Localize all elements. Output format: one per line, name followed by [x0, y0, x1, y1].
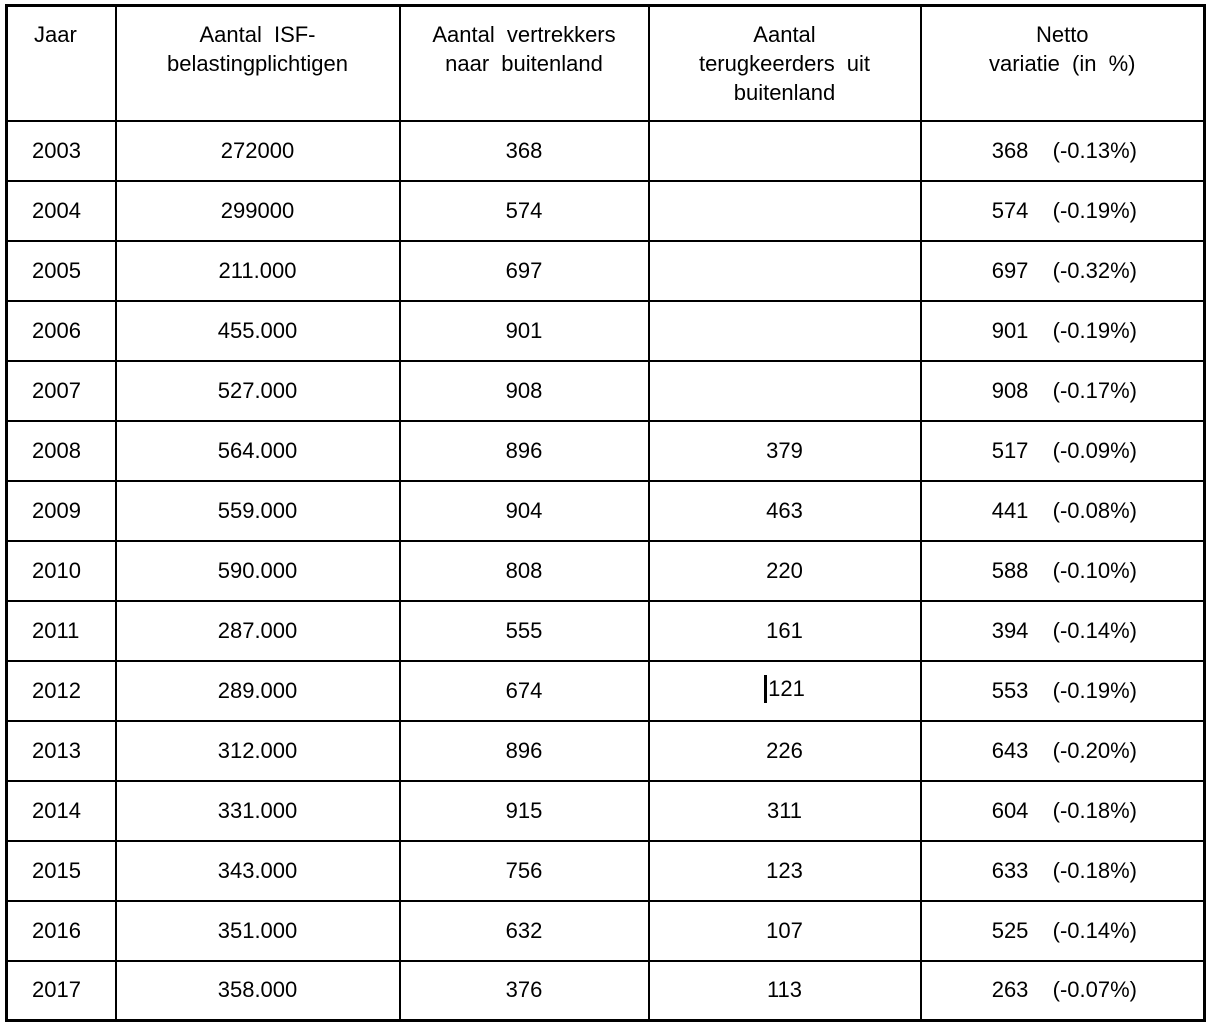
cell-jaar: 2010	[7, 541, 116, 601]
cell-terugkeerders: 226	[649, 721, 921, 781]
table-row	[7, 781, 1205, 841]
table-row	[7, 541, 1205, 601]
cell-vertrekkers: 756	[400, 841, 649, 901]
text-cursor	[764, 675, 767, 703]
header-netto-line: Netto	[1035, 22, 1089, 47]
table-row	[7, 961, 1205, 1021]
cell-vertrekkers: 915	[400, 781, 649, 841]
header-isf-line: Aantal ISF-	[199, 22, 316, 47]
cell-terugkeerders: 161	[649, 601, 921, 661]
cell-vertrekkers: 896	[400, 721, 649, 781]
cell-jaar: 2005	[7, 241, 116, 301]
cell-isf: 343.000	[116, 841, 400, 901]
table-header	[7, 6, 1205, 121]
cell-terugkeerders	[649, 121, 921, 181]
header-terugkeerders	[649, 6, 921, 121]
cell-jaar: 2004	[7, 181, 116, 241]
cell-jaar: 2008	[7, 421, 116, 481]
header-isf	[116, 6, 400, 121]
cell-isf: 564.000	[116, 421, 400, 481]
cell-terugkeerders	[649, 241, 921, 301]
header-terugkeerders-line: buitenland	[733, 80, 836, 105]
cell-netto: 901 (-0.19%)	[921, 301, 1205, 361]
cell-jaar: 2015	[7, 841, 116, 901]
cell-netto: 517 (-0.09%)	[921, 421, 1205, 481]
cell-isf: 351.000	[116, 901, 400, 961]
table-row	[7, 121, 1205, 181]
table-row	[7, 481, 1205, 541]
cell-jaar: 2016	[7, 901, 116, 961]
header-jaar-line: Jaar	[34, 22, 77, 47]
cell-terugkeerders	[649, 361, 921, 421]
cell-jaar: 2017	[7, 961, 116, 1021]
table-row	[7, 421, 1205, 481]
header-terugkeerders-line: terugkeerders uit	[698, 51, 871, 76]
cell-isf: 590.000	[116, 541, 400, 601]
cell-jaar: 2006	[7, 301, 116, 361]
cell-terugkeerders: 113	[649, 961, 921, 1021]
cell-vertrekkers: 908	[400, 361, 649, 421]
cell-terugkeerders: 463	[649, 481, 921, 541]
cell-jaar: 2009	[7, 481, 116, 541]
cell-isf: 211.000	[116, 241, 400, 301]
cell-jaar: 2012	[7, 661, 116, 721]
table-row	[7, 181, 1205, 241]
cell-vertrekkers: 376	[400, 961, 649, 1021]
cell-isf: 559.000	[116, 481, 400, 541]
cell-isf: 287.000	[116, 601, 400, 661]
cell-netto: 394 (-0.14%)	[921, 601, 1205, 661]
header-row	[7, 6, 1205, 121]
cell-jaar: 2011	[7, 601, 116, 661]
cell-vertrekkers: 904	[400, 481, 649, 541]
cell-terugkeerders: 379	[649, 421, 921, 481]
cell-jaar: 2013	[7, 721, 116, 781]
cell-isf: 331.000	[116, 781, 400, 841]
header-terugkeerders-line: Aantal	[753, 22, 816, 47]
header-vertrekkers-line: naar buitenland	[445, 51, 603, 76]
cell-netto: 633 (-0.18%)	[921, 841, 1205, 901]
cell-vertrekkers: 632	[400, 901, 649, 961]
cell-vertrekkers: 368	[400, 121, 649, 181]
header-jaar	[7, 6, 116, 121]
cell-terugkeerders: 123	[649, 841, 921, 901]
cell-isf: 299000	[116, 181, 400, 241]
cell-netto: 588 (-0.10%)	[921, 541, 1205, 601]
cell-netto: 574 (-0.19%)	[921, 181, 1205, 241]
table-row	[7, 361, 1205, 421]
cell-terugkeerders[interactable]	[649, 661, 921, 721]
header-vertrekkers-line: Aantal vertrekkers	[432, 22, 616, 47]
table-row	[7, 241, 1205, 301]
cell-netto: 368 (-0.13%)	[921, 121, 1205, 181]
cell-terugkeerders	[649, 301, 921, 361]
cell-isf: 272000	[116, 121, 400, 181]
cell-vertrekkers: 697	[400, 241, 649, 301]
table-container	[5, 4, 1206, 1022]
header-netto-line: variatie (in %)	[989, 51, 1136, 76]
cell-netto: 697 (-0.32%)	[921, 241, 1205, 301]
cell-terugkeerders-value: 121	[768, 676, 805, 702]
cell-terugkeerders: 311	[649, 781, 921, 841]
cell-vertrekkers: 555	[400, 601, 649, 661]
cell-jaar: 2007	[7, 361, 116, 421]
cell-netto: 908 (-0.17%)	[921, 361, 1205, 421]
table-row	[7, 901, 1205, 961]
cell-isf: 527.000	[116, 361, 400, 421]
cell-jaar: 2003	[7, 121, 116, 181]
table-row	[7, 301, 1205, 361]
table-row	[7, 721, 1205, 781]
table-body	[7, 121, 1205, 1021]
cell-netto: 441 (-0.08%)	[921, 481, 1205, 541]
cell-terugkeerders	[649, 181, 921, 241]
header-vertrekkers	[400, 6, 649, 121]
cell-terugkeerders: 107	[649, 901, 921, 961]
cell-vertrekkers: 808	[400, 541, 649, 601]
cell-isf: 312.000	[116, 721, 400, 781]
table-row	[7, 841, 1205, 901]
cell-vertrekkers: 674	[400, 661, 649, 721]
cell-vertrekkers: 901	[400, 301, 649, 361]
header-netto	[921, 6, 1205, 121]
cell-isf: 358.000	[116, 961, 400, 1021]
cell-jaar: 2014	[7, 781, 116, 841]
isf-emigration-table	[5, 4, 1206, 1022]
cell-vertrekkers: 896	[400, 421, 649, 481]
cell-netto: 643 (-0.20%)	[921, 721, 1205, 781]
cell-vertrekkers: 574	[400, 181, 649, 241]
table-row	[7, 601, 1205, 661]
cell-netto: 525 (-0.14%)	[921, 901, 1205, 961]
cell-isf: 455.000	[116, 301, 400, 361]
cell-netto: 604 (-0.18%)	[921, 781, 1205, 841]
cell-isf: 289.000	[116, 661, 400, 721]
header-isf-line: belastingplichtigen	[166, 51, 349, 76]
cell-terugkeerders: 220	[649, 541, 921, 601]
cell-netto: 263 (-0.07%)	[921, 961, 1205, 1021]
table-row	[7, 661, 1205, 721]
cell-netto: 553 (-0.19%)	[921, 661, 1205, 721]
